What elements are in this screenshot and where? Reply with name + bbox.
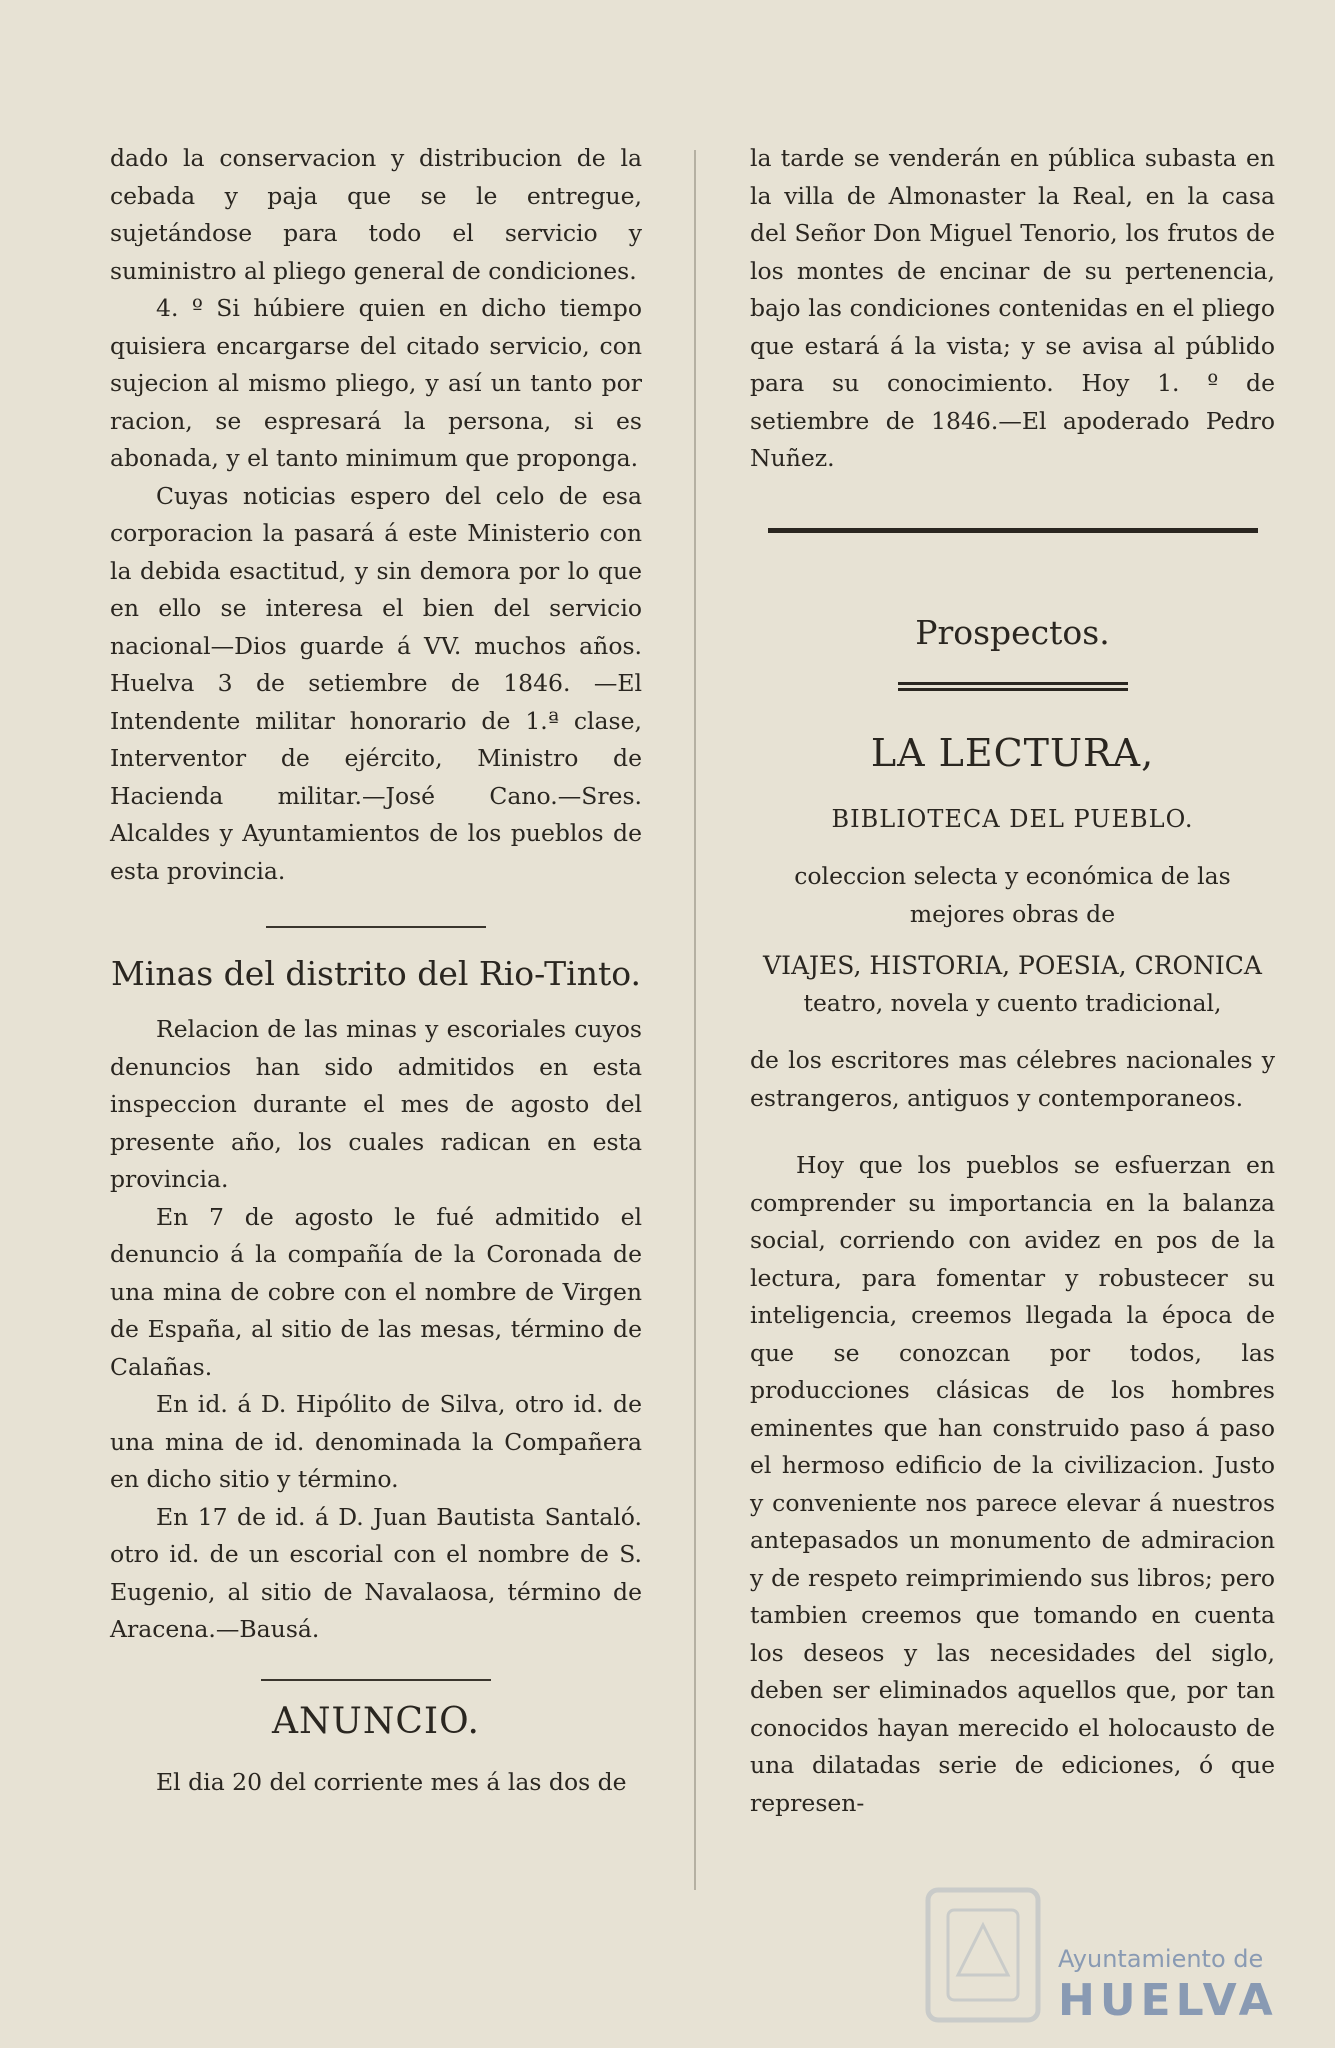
lectura-subtitle: BIBLIOTECA DEL PUEBLO. (831, 804, 1194, 833)
left-column (110, 140, 642, 1801)
paragraph-item-4: 4. º Si húbiere quien en dicho tiempo quisiera encargarse del citado servicio, con sujecion al mismo pliego, y así un tanto por racion, se espresará la persona, si es abonada, y el tanto minimum que proponga. (110, 294, 642, 472)
genres-line: VIAJES, HISTORIA, POESIA, CRONICA (763, 951, 1262, 980)
la-lectura-title: LA LECTURA, (870, 730, 1155, 775)
prospecto-body: Hoy que los pueblos se esfuerzan en comprender su importancia en la balanza social, corriendo con avidez en pos de la lectura, para fomentar y robustecer su inteligencia, creemos llegada la época de que se conozcan por todos, las producciones clásicas de los hombres eminentes que han construido paso á paso el hermoso edificio de la civilizacion. Justo y conveniente nos parece elevar á nuestros antepasados un monumento de admiracion y de respeto reimprimiendo sus libros; pero tambien creemos que tomando en cuenta los deseos y las necesidades del siglo, deben ser eliminados aquellos que, por tan conocidos hayan merecido el holocausto de una dilatadas serie de ediciones, ó que represen- (750, 1151, 1275, 1817)
anuncio-text: El dia 20 del corriente mes á las dos de (156, 1767, 627, 1796)
anuncio-continuation: la tarde se venderán en pública subasta en la villa de Almonaster la Real, en la casa del Señor Don Miguel Tenorio, los frutos de los montes de encinar de su pertenencia, bajo las condiciones contenidas en el pliego que estará á la vista; y se avisa al públido para su conocimiento. Hoy 1. º de setiembre de 1846.—El apoderado Pedro Nuñez. (750, 144, 1275, 472)
watermark-line-2: HUELVA (1058, 1975, 1278, 2026)
coleccion-line: coleccion selecta y económica de las (794, 862, 1231, 890)
section-divider (261, 1679, 491, 1681)
section-divider (266, 926, 486, 928)
right-column (750, 140, 1275, 1822)
column-divider (694, 150, 696, 1890)
escritores-line: de los escritores mas célebres nacionales y estrangeros, antiguos y contemporaneos. (750, 1046, 1275, 1112)
genres-line: teatro, novela y cuento tradicional, (803, 988, 1222, 1017)
minas-entry: En 17 de id. á D. Juan Bautista Santaló. otro id. de un escorial con el nombre de S. Eugenio, al sitio de Navalaosa, término de Aracena.—Bausá. (110, 1502, 642, 1643)
anuncio-heading: ANUNCIO. (272, 1700, 480, 1742)
minas-entry: En 7 de agosto le fué admitido el denuncio á la compañía de la Coronada de una mina de cobre con el nombre de Virgen de España, al sitio de las mesas, término de Calañas. (110, 1202, 642, 1381)
heavy-divider (768, 528, 1258, 533)
minas-intro: Relacion de las minas y escoriales cuyos denuncios han sido admitidos en esta inspeccion durante el mes de agosto del presente año, los cuales radican en esta provincia. (110, 1015, 642, 1193)
double-divider (898, 682, 1128, 691)
watermark-line-1: Ayuntamiento de (1058, 1945, 1264, 1973)
minas-entry: En id. á D. Hipólito de Silva, otro id. de una mina de id. denominada la Compañera en dicho sitio y término. (110, 1390, 642, 1493)
paragraph-closing: Cuyas noticias espero del celo de esa corporacion la pasará á este Ministerio con la debida esactitud, y sin demora por lo que en ello se interesa el bien del servicio nacional—Dios guarde á VV. muchos años. Huelva 3 de setiembre de 1846. —El Intendente militar honorario de 1.ª clase, Interventor de ejército, Ministro de Hacienda militar.—José Cano.—Sres. Alcaldes y Ayuntamientos de los pueblos de esta provincia. (110, 481, 642, 885)
paragraph-continuation: dado la conservacion y distribucion de la cebada y paja que se le entregue, sujetándose para todo el servicio y suministro al pliego general de condiciones. (110, 144, 642, 285)
minas-heading: Minas del distrito del Rio-Tinto. (110, 954, 641, 993)
prospectos-heading: Prospectos. (915, 612, 1110, 652)
coleccion-line: mejores obras de (909, 899, 1116, 928)
